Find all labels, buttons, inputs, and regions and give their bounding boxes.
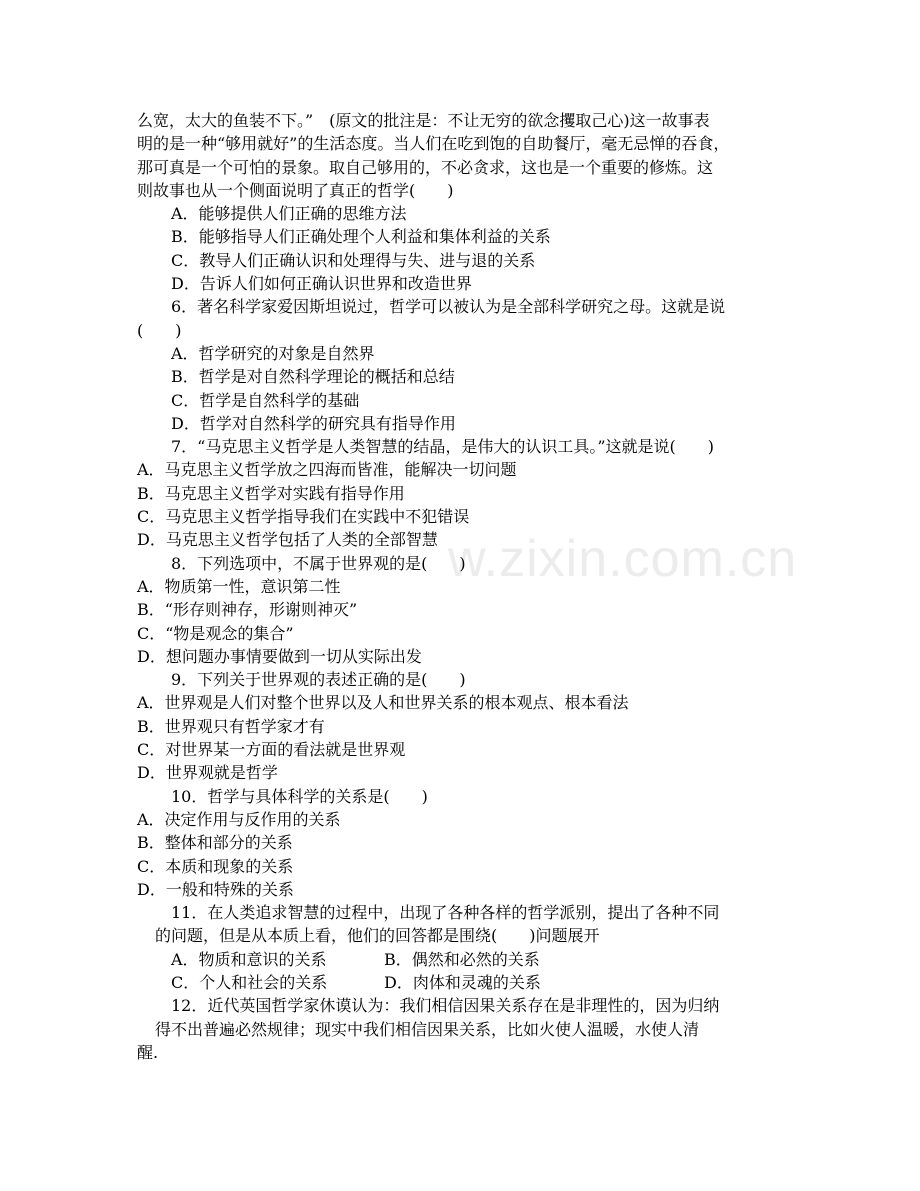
q6-option: A．哲学研究的对象是自然界 <box>171 343 375 363</box>
q5-option: B．能够指导人们正确处理个人利益和集体利益的关系 <box>171 227 551 247</box>
q6-stem-continued: ( ) <box>137 320 182 340</box>
q5-stem-line: 么宽，太大的鱼装不下。” (原文的批注是：不让无穷的欲念攫取己心)这一故事表 <box>137 111 710 130</box>
q7-option: A．马克思主义哲学放之四海而皆准，能解决一切问题 <box>137 460 517 480</box>
q7-option: D．马克思主义哲学包括了人类的全部智慧 <box>137 530 438 550</box>
q9-option: C．对世界某一方面的看法就是世界观 <box>137 740 406 760</box>
q8-option: A．物质第一性，意识第二性 <box>137 576 341 596</box>
q9-option: B．世界观只有哲学家才有 <box>137 716 325 736</box>
q12-stem: 12．近代英国哲学家休谟认为：我们相信因果关系存在是非理性的，因为归纳 <box>171 996 720 1016</box>
q7-option: C．马克思主义哲学指导我们在实践中不犯错误 <box>137 507 470 527</box>
q12-stem-continued: 醒. <box>137 1042 159 1062</box>
q5-option: D．告诉人们如何正确认识世界和改造世界 <box>171 274 472 294</box>
q11-option: C．个人和社会的关系 <box>171 972 328 992</box>
q11-options-row <box>137 948 797 971</box>
q12-stem-continued: 得不出普遍必然规律；现实中我们相信因果关系，比如火使人温暖，水使人清 <box>155 1019 700 1039</box>
q6-stem: 6．著名科学家爱因斯坦说过，哲学可以被认为是全部科学研究之母。这就是说 <box>171 297 726 317</box>
q5-stem-line: 明的是一种“够用就好”的生活态度。当人们在吃到饱的自助餐厅，毫无忌惮的吞食， <box>137 134 730 154</box>
q10-stem: 10．哲学与具体科学的关系是( ) <box>171 786 428 806</box>
q11-option: D．肉体和灵魂的关系 <box>384 972 541 992</box>
q10-option: B．整体和部分的关系 <box>137 833 293 853</box>
q7-option: B．马克思主义哲学对实践有指导作用 <box>137 483 405 503</box>
q9-option: D．世界观就是哲学 <box>137 763 278 783</box>
q11-option: A．物质和意识的关系 <box>171 949 327 969</box>
q11-stem: 11．在人类追求智慧的过程中，出现了各种各样的哲学派别，提出了各种不同 <box>171 903 720 923</box>
q5-option: A．能够提供人们正确的思维方法 <box>171 204 407 224</box>
watermark: w.zixin.com.cn <box>448 530 798 588</box>
q8-option: C．“物是观念的集合” <box>137 623 294 643</box>
q5-stem-line: 那可真是一个可怕的景象。取自己够用的，不必贪求，这也是一个重要的修炼。这 <box>137 157 714 177</box>
q11-stem-continued: 的问题，但是从本质上看，他们的回答都是围绕( )问题展开 <box>155 926 600 946</box>
q8-option: D．想问题办事情要做到一切从实际出发 <box>137 646 422 666</box>
q8-stem: 8．下列选项中，不属于世界观的是( ) <box>171 553 466 573</box>
q7-stem: 7．“马克思主义哲学是人类智慧的结晶，是伟大的认识工具。”这就是说( ) <box>171 437 715 457</box>
q10-option: C．本质和现象的关系 <box>137 856 294 876</box>
q5-stem-line: 则故事也从一个侧面说明了真正的哲学( ) <box>137 180 454 200</box>
q8-option: B．“形存则神存，形谢则神灭” <box>137 600 358 620</box>
q11-options-row <box>137 971 797 994</box>
q6-option: D．哲学对自然科学的研究具有指导作用 <box>171 413 456 433</box>
q11-option: B．偶然和必然的关系 <box>384 949 540 969</box>
q6-option: B．哲学是对自然科学理论的概括和总结 <box>171 367 455 387</box>
q9-option: A．世界观是人们对整个世界以及人和世界关系的根本观点、根本看法 <box>137 693 629 713</box>
q9-stem: 9．下列关于世界观的表述正确的是( ) <box>171 670 466 690</box>
q10-option: D．一般和特殊的关系 <box>137 879 294 899</box>
q6-option: C．哲学是自然科学的基础 <box>171 390 360 410</box>
q10-option: A．决定作用与反作用的关系 <box>137 809 341 829</box>
question-list <box>137 109 797 1064</box>
q5-option: C．教导人们正确认识和处理得与失、进与退的关系 <box>171 250 536 270</box>
